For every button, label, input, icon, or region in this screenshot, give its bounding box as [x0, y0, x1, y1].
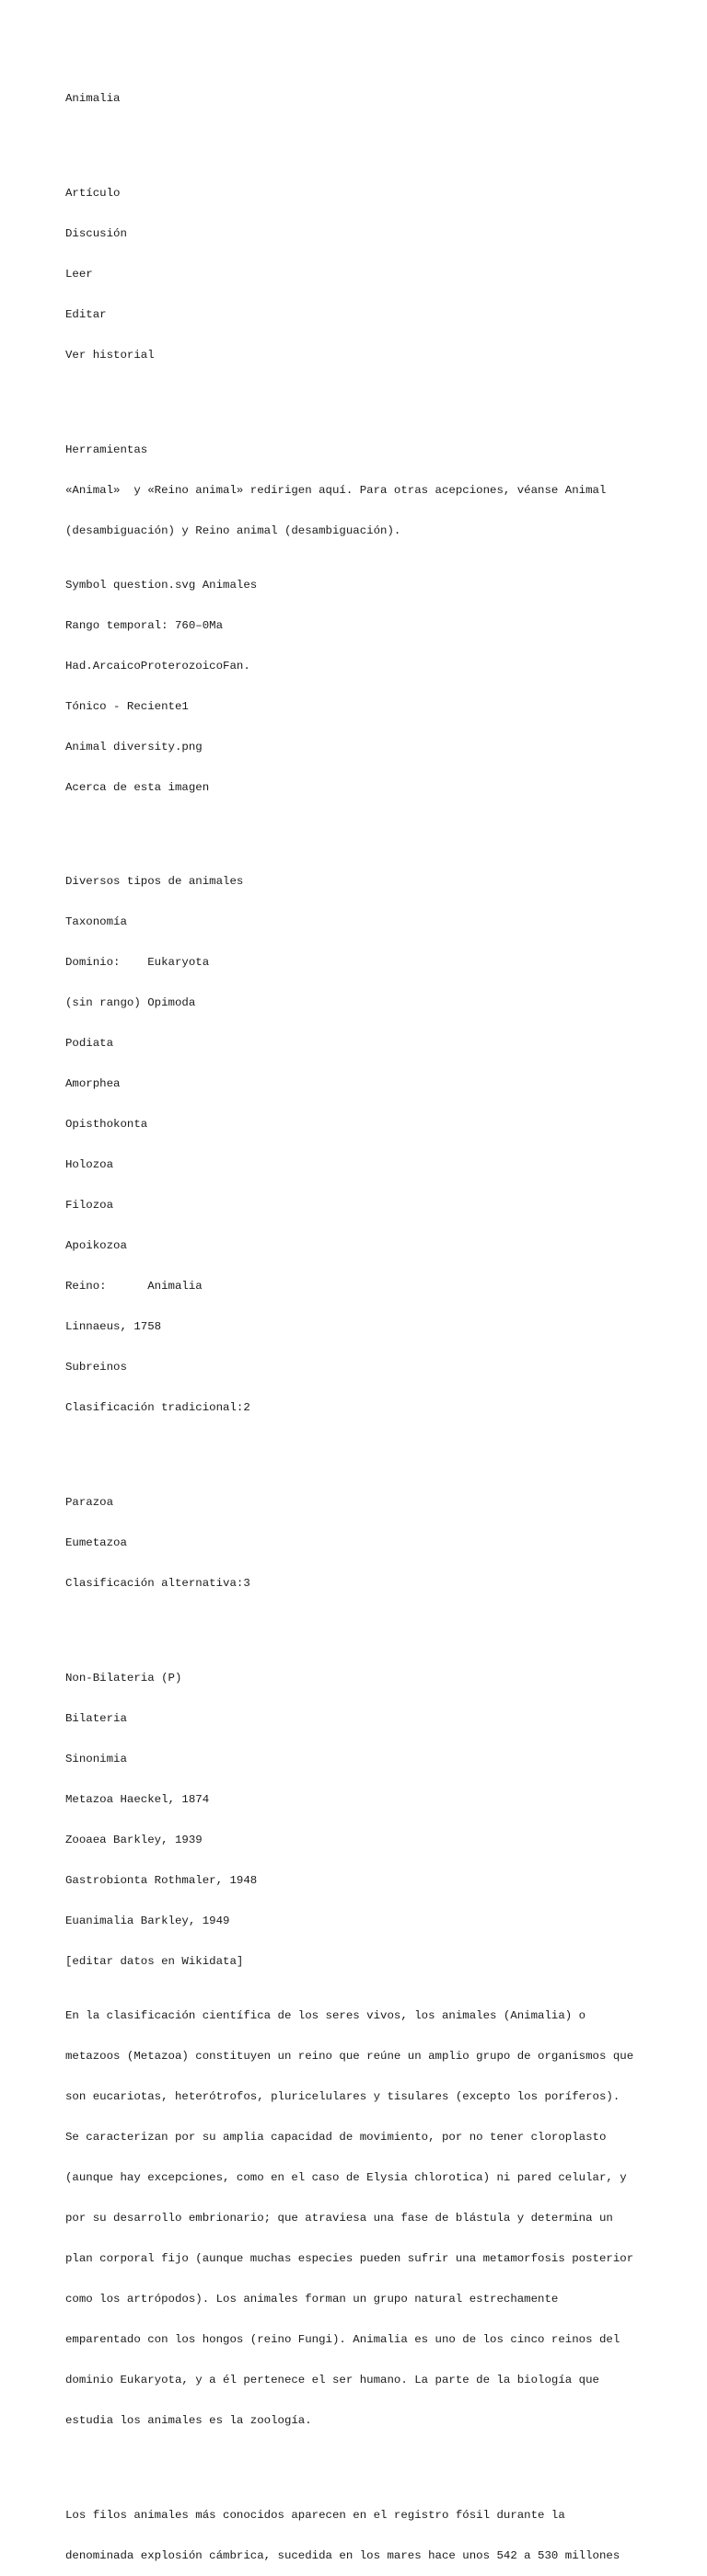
- spacer: [65, 132, 655, 146]
- infobox-period: Tónico - Reciente1: [65, 699, 189, 713]
- subkingdom-item: Non-Bilateria (P): [65, 1671, 182, 1685]
- classification-heading: Clasificación alternativa:3: [65, 1577, 250, 1591]
- image-caption: Diversos tipos de animales: [65, 875, 244, 889]
- about-image-link[interactable]: Acerca de esta imagen: [65, 780, 210, 794]
- synonym-item: Euanimalia Barkley, 1949: [65, 1914, 230, 1927]
- infobox-eons: Had.ArcaicoProterozoicoFan.: [65, 659, 250, 673]
- body-paragraph-line: dominio Eukaryota, y a él pertenece el ser humano. La parte de la biología que: [65, 2373, 599, 2386]
- spacer: [65, 1617, 655, 1631]
- body-paragraph-line: emparentado con los hongos (reino Fungi). Animalia es uno de los cinco reinos del: [65, 2332, 620, 2346]
- taxonomy-row: (sin rango) Opimoda: [65, 996, 196, 1010]
- body-paragraph-line: denominada explosión cámbrica, sucedida en los mares hace unos 542 a 530 millones: [65, 2548, 620, 2562]
- body-paragraph-line: como los artrópodos). Los animales forman un grupo natural estrechamente: [65, 2292, 559, 2306]
- taxonomy-row: Amorphea: [65, 1077, 121, 1091]
- taxonomy-row: Opisthokonta: [65, 1118, 148, 1132]
- infobox-image-link[interactable]: Animal diversity.png: [65, 740, 203, 753]
- body-paragraph-line: estudia los animales es la zoología.: [65, 2413, 312, 2427]
- body-paragraph-line: por su desarrollo embrionario; que atraviesa una fase de blástula y determina un: [65, 2211, 613, 2225]
- tools-menu[interactable]: Herramientas: [65, 443, 148, 456]
- tab-history[interactable]: Ver historial: [65, 349, 155, 362]
- taxonomy-authority: Linnaeus, 1758: [65, 1320, 162, 1334]
- taxonomy-row: Holozoa: [65, 1158, 114, 1172]
- synonym-item: Zooaea Barkley, 1939: [65, 1833, 203, 1846]
- tab-discussion[interactable]: Discusión: [65, 227, 127, 241]
- body-paragraph-line: Los filos animales más conocidos aparecen en el registro fósil durante la: [65, 2508, 565, 2522]
- subkingdom-item: Eumetazoa: [65, 1536, 127, 1550]
- body-paragraph-line: metazoos (Metazoa) constituyen un reino que reúne un amplio grupo de organismos que: [65, 2049, 634, 2063]
- subkingdom-item: Bilateria: [65, 1711, 127, 1725]
- redirect-note-line: (desambiguación) y Reino animal (desambiguación).: [65, 523, 401, 537]
- body-paragraph-line: En la clasificación científica de los seres vivos, los animales (Animalia) o: [65, 2008, 586, 2022]
- taxonomy-row: Reino: Animalia: [65, 1280, 203, 1294]
- spacer: [65, 822, 655, 835]
- spacer: [65, 1442, 655, 1455]
- taxonomy-row: Subreinos: [65, 1361, 127, 1374]
- infobox-time-range: Rango temporal: 760–0Ma: [65, 618, 224, 632]
- redirect-note-line: «Animal» y «Reino animal» redirigen aquí. Para otras acepciones, véanse Animal: [65, 483, 607, 497]
- body-paragraph-line: Se caracterizan por su amplia capacidad de movimiento, por no tener cloroplasto: [65, 2130, 607, 2144]
- taxonomy-heading: Taxonomía: [65, 915, 127, 929]
- body-paragraph-line: (aunque hay excepciones, como en el caso de Elysia chlorotica) ni pared celular, y: [65, 2170, 627, 2184]
- body-paragraph-line: plan corporal fijo (aunque muchas especies pueden sufrir una metamorfosis posterior: [65, 2251, 634, 2265]
- infobox-heading: Symbol question.svg Animales: [65, 578, 258, 592]
- taxonomy-row: Dominio: Eukaryota: [65, 956, 210, 970]
- page-title: Animalia: [65, 92, 121, 106]
- body-paragraph-line: son eucariotas, heterótrofos, pluricelulares y tisulares (excepto los poríferos).: [65, 2089, 620, 2103]
- taxonomy-row: Podiata: [65, 1037, 114, 1051]
- taxonomy-row: Filozoa: [65, 1199, 114, 1213]
- synonym-item: Metazoa Haeckel, 1874: [65, 1792, 210, 1806]
- tab-edit[interactable]: Editar: [65, 308, 107, 322]
- spacer: [65, 2455, 655, 2468]
- edit-wikidata-link[interactable]: [editar datos en Wikidata]: [65, 1954, 244, 1968]
- taxonomy-row: Apoikozoa: [65, 1239, 127, 1253]
- document-page: [65, 65, 655, 2576]
- synonymy-heading: Sinonimia: [65, 1752, 127, 1765]
- tab-read[interactable]: Leer: [65, 268, 93, 282]
- spacer: [65, 389, 655, 403]
- tab-article[interactable]: Artículo: [65, 187, 121, 201]
- taxonomy-row: Clasificación tradicional:2: [65, 1401, 250, 1415]
- subkingdom-item: Parazoa: [65, 1496, 114, 1510]
- synonym-item: Gastrobionta Rothmaler, 1948: [65, 1873, 258, 1887]
